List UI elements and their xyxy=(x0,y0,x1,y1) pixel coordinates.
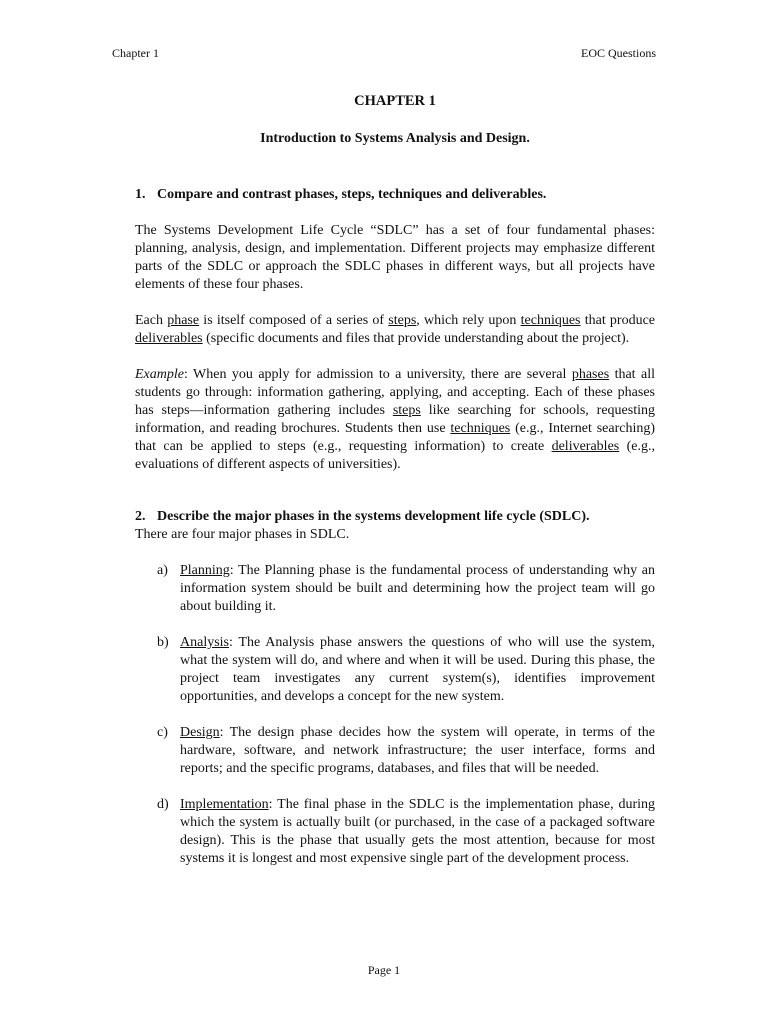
term-phases: phases xyxy=(571,367,610,382)
text-run: (e.g., evaluations of different aspects of universities). xyxy=(135,439,655,472)
term-deliverables: deliverables xyxy=(135,331,203,346)
text-run: is itself composed of a series of xyxy=(199,313,389,328)
page-number: Page 1 xyxy=(367,963,401,977)
list-item xyxy=(135,562,655,616)
text-run: that all students go through: information gathering, applying, and accepting. Each of these phases has steps—information gathering includes xyxy=(135,367,655,418)
header-right: EOC Questions xyxy=(581,46,656,60)
question-1-number: 1. xyxy=(135,187,146,202)
list-item-label: a) xyxy=(157,563,168,578)
q1-paragraph-1: The Systems Development Life Cycle “SDLC” has a set of four fundamental phases: planning, analysis, design, and implementation. Different projects may emphasize different parts of the SDLC or approach the SDLC phases in different ways, but all projects have elements of these four phases. xyxy=(135,223,655,292)
q1-paragraph-3 xyxy=(135,366,655,474)
phase-description: : The Planning phase is the fundamental process of understanding why an information system should be built and determining how the project team will go about building it. xyxy=(180,563,655,614)
phase-description: : The design phase decides how the system will operate, in terms of the hardware, software, and network infrastructure; the user interface, forms and reports; and the specific programs, databases, and files that will be needed. xyxy=(180,725,655,776)
phase-term: Implementation xyxy=(180,797,269,812)
list-item xyxy=(135,724,655,778)
phase-list xyxy=(135,562,655,868)
text-run: (specific documents and files that provide understanding about the project). xyxy=(202,331,630,346)
term-steps: steps xyxy=(392,403,421,418)
list-item-label: b) xyxy=(157,635,169,650)
question-2-text: Describe the major phases in the systems development life cycle (SDLC). xyxy=(157,509,590,524)
list-item-label: c) xyxy=(157,725,168,740)
term-phase: phase xyxy=(167,313,200,328)
text-run: (e.g., Internet searching) that can be applied to steps (e.g., requesting information) to create xyxy=(135,421,656,454)
phase-description: : The final phase in the SDLC is the implementation phase, during which the system is actually built (or purchased, in the case of a packaged software design). This is the phase that usually gets the most attention, because for most systems it is longest and most expensive single part of the development process. xyxy=(180,797,655,866)
question-1 xyxy=(135,186,655,204)
text-run: that produce xyxy=(580,313,656,328)
term-steps: steps xyxy=(388,313,417,328)
term-techniques: techniques xyxy=(520,313,581,328)
document-body xyxy=(135,92,655,868)
example-label: Example xyxy=(135,367,184,382)
q1-paragraph-2 xyxy=(135,312,655,348)
question-2-number: 2. xyxy=(135,509,146,524)
text-run: like searching for schools, requesting information, and reading brochures. Students then use xyxy=(135,403,655,436)
header-left: Chapter 1 xyxy=(112,46,159,60)
phase-description: : The Analysis phase answers the questions of who will use the system, what the system will do, and where and when it will be used. During this phase, the project team investigates any current system(s), identifies improvement opportunities, and develops a concept for the new system. xyxy=(180,635,655,704)
q2-intro: There are four major phases in SDLC. xyxy=(135,527,350,542)
question-1-text: Compare and contrast phases, steps, techniques and deliverables. xyxy=(157,187,547,202)
question-2 xyxy=(135,508,655,526)
chapter-subtitle: Introduction to Systems Analysis and Design. xyxy=(260,131,530,146)
text-run: , which rely upon xyxy=(416,313,521,328)
list-item xyxy=(135,796,655,868)
phase-term: Planning xyxy=(180,563,230,578)
term-techniques: techniques xyxy=(450,421,511,436)
list-item-label: d) xyxy=(157,797,169,812)
text-run: Each xyxy=(135,313,168,328)
phase-term: Analysis xyxy=(180,635,229,650)
term-deliverables: deliverables xyxy=(551,439,620,454)
list-item xyxy=(135,634,655,706)
text-run: : When you apply for admission to a university, there are several xyxy=(183,367,572,382)
chapter-title: CHAPTER 1 xyxy=(354,93,436,109)
phase-term: Design xyxy=(180,725,220,740)
